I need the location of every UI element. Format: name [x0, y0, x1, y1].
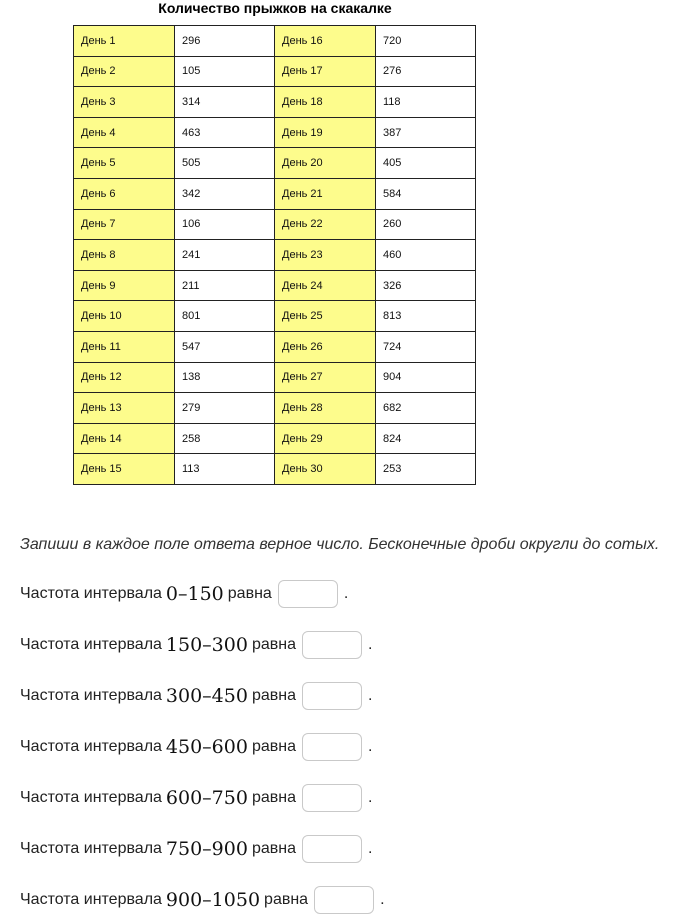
answer-input[interactable] — [278, 580, 338, 608]
left-day-cell: День 9 — [74, 270, 175, 301]
question-prefix: Частота интервала — [20, 585, 162, 602]
question-row — [20, 833, 372, 865]
left-value-cell: 296 — [175, 26, 275, 57]
right-day-cell: День 29 — [275, 423, 376, 454]
left-day-cell: День 14 — [74, 423, 175, 454]
question-suffix: равна — [251, 636, 296, 653]
table-row — [74, 331, 476, 362]
left-value-cell: 105 — [175, 56, 275, 87]
left-value-cell: 241 — [175, 240, 275, 271]
question-row — [20, 680, 372, 712]
interval-range: 450–600 — [165, 736, 248, 758]
left-value-cell: 279 — [175, 393, 275, 424]
answer-input[interactable] — [302, 733, 362, 761]
table-row — [74, 393, 476, 424]
right-day-cell: День 16 — [275, 26, 376, 57]
question-suffix: равна — [251, 789, 296, 806]
right-value-cell: 405 — [376, 148, 476, 179]
instruction-text: Запиши в каждое поле ответа верное число. Бесконечные дроби округли до сотых. — [20, 536, 660, 553]
interval-range: 900–1050 — [165, 889, 261, 911]
answer-input[interactable] — [314, 886, 374, 914]
right-value-cell: 682 — [376, 393, 476, 424]
question-row — [20, 578, 348, 610]
right-value-cell: 904 — [376, 362, 476, 393]
interval-range: 150–300 — [165, 634, 248, 656]
right-day-cell: День 25 — [275, 301, 376, 332]
right-value-cell: 460 — [376, 240, 476, 271]
interval-range: 600–750 — [165, 787, 248, 809]
table-body — [74, 26, 476, 485]
right-value-cell: 813 — [376, 301, 476, 332]
left-value-cell: 505 — [175, 148, 275, 179]
question-suffix: равна — [264, 891, 309, 908]
left-day-cell: День 4 — [74, 117, 175, 148]
right-value-cell: 720 — [376, 26, 476, 57]
right-value-cell: 724 — [376, 331, 476, 362]
left-day-cell: День 3 — [74, 87, 175, 118]
answer-input[interactable] — [302, 682, 362, 710]
left-value-cell: 547 — [175, 331, 275, 362]
question-suffix: равна — [251, 687, 296, 704]
table-row — [74, 148, 476, 179]
left-day-cell: День 7 — [74, 209, 175, 240]
question-row — [20, 884, 385, 914]
left-day-cell: День 12 — [74, 362, 175, 393]
table-row — [74, 26, 476, 57]
right-day-cell: День 24 — [275, 270, 376, 301]
sentence-period: . — [380, 891, 385, 908]
right-value-cell: 253 — [376, 454, 476, 485]
question-prefix: Частота интервала — [20, 891, 162, 908]
question-suffix: равна — [251, 738, 296, 755]
table-row — [74, 240, 476, 271]
sentence-period: . — [367, 738, 373, 755]
right-day-cell: День 26 — [275, 331, 376, 362]
question-prefix: Частота интервала — [20, 687, 162, 704]
table-row — [74, 178, 476, 209]
jump-rope-table — [73, 25, 476, 485]
answer-input[interactable] — [302, 784, 362, 812]
right-day-cell: День 27 — [275, 362, 376, 393]
left-day-cell: День 1 — [74, 26, 175, 57]
left-value-cell: 342 — [175, 178, 275, 209]
left-day-cell: День 15 — [74, 454, 175, 485]
right-value-cell: 824 — [376, 423, 476, 454]
right-day-cell: День 20 — [275, 148, 376, 179]
left-value-cell: 113 — [175, 454, 275, 485]
right-day-cell: День 17 — [275, 56, 376, 87]
table-row — [74, 117, 476, 148]
question-row — [20, 782, 372, 814]
sentence-period: . — [367, 687, 373, 704]
right-day-cell: День 22 — [275, 209, 376, 240]
left-day-cell: День 13 — [74, 393, 175, 424]
right-day-cell: День 19 — [275, 117, 376, 148]
question-suffix: равна — [227, 585, 272, 602]
left-day-cell: День 2 — [74, 56, 175, 87]
answer-input[interactable] — [302, 835, 362, 863]
left-value-cell: 463 — [175, 117, 275, 148]
sentence-period: . — [367, 636, 373, 653]
table-row — [74, 423, 476, 454]
right-value-cell: 260 — [376, 209, 476, 240]
table-row — [74, 301, 476, 332]
left-day-cell: День 5 — [74, 148, 175, 179]
table-row — [74, 362, 476, 393]
right-day-cell: День 21 — [275, 178, 376, 209]
right-value-cell: 387 — [376, 117, 476, 148]
question-prefix: Частота интервала — [20, 840, 162, 857]
table-title: Количество прыжков на скакалке — [158, 0, 392, 16]
left-day-cell: День 10 — [74, 301, 175, 332]
left-value-cell: 801 — [175, 301, 275, 332]
table-row — [74, 270, 476, 301]
left-value-cell: 106 — [175, 209, 275, 240]
table-row — [74, 56, 476, 87]
interval-range: 750–900 — [165, 838, 248, 860]
interval-range: 0–150 — [165, 583, 224, 605]
sentence-period: . — [343, 585, 349, 602]
right-value-cell: 326 — [376, 270, 476, 301]
question-prefix: Частота интервала — [20, 636, 162, 653]
left-day-cell: День 6 — [74, 178, 175, 209]
answer-input[interactable] — [302, 631, 362, 659]
left-value-cell: 314 — [175, 87, 275, 118]
question-row — [20, 629, 372, 661]
left-value-cell: 138 — [175, 362, 275, 393]
question-suffix: равна — [251, 840, 296, 857]
table-row — [74, 454, 476, 485]
table-row — [74, 209, 476, 240]
right-day-cell: День 30 — [275, 454, 376, 485]
right-value-cell: 584 — [376, 178, 476, 209]
right-value-cell: 118 — [376, 87, 476, 118]
question-row — [20, 731, 372, 763]
right-value-cell: 276 — [376, 56, 476, 87]
left-value-cell: 258 — [175, 423, 275, 454]
sentence-period: . — [367, 840, 373, 857]
right-day-cell: День 23 — [275, 240, 376, 271]
left-day-cell: День 8 — [74, 240, 175, 271]
sentence-period: . — [367, 789, 373, 806]
interval-range: 300–450 — [165, 685, 248, 707]
right-day-cell: День 18 — [275, 87, 376, 118]
question-prefix: Частота интервала — [20, 738, 162, 755]
left-day-cell: День 11 — [74, 331, 175, 362]
question-prefix: Частота интервала — [20, 789, 162, 806]
table-row — [74, 87, 476, 118]
right-day-cell: День 28 — [275, 393, 376, 424]
left-value-cell: 211 — [175, 270, 275, 301]
